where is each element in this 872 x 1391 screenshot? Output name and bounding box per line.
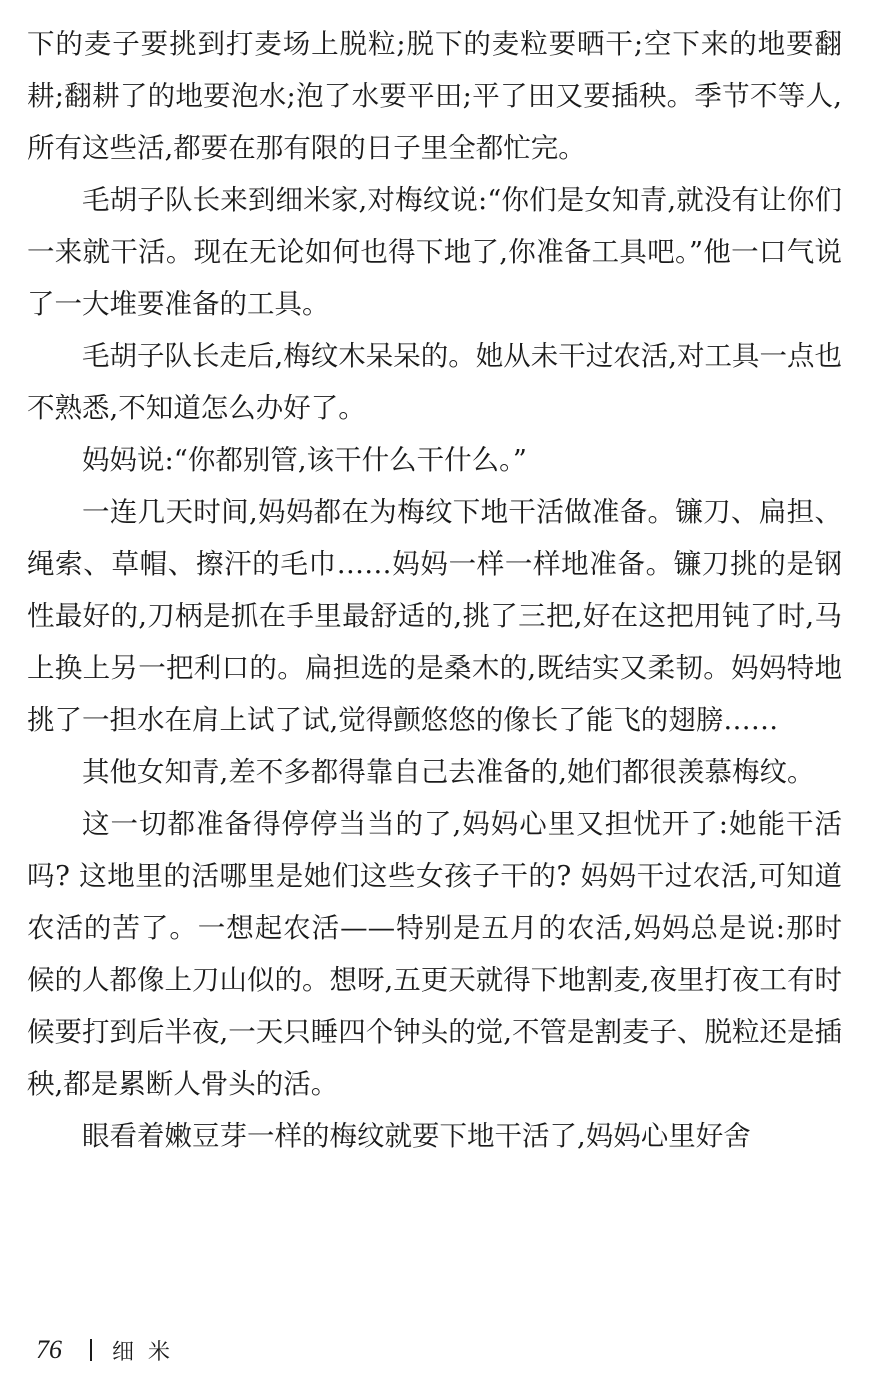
paragraph-2: 毛胡子队长来到细米家,对梅纹说:“你们是女知青,就没有让你们一来就干活。现在无论如何也得下地了,你准备工具吧。”他一口气说了一大堆要准备的工具。 xyxy=(27,184,842,320)
paragraph-5: 一连几天时间,妈妈都在为梅纹下地干活做准备。镰刀、扁担、绳索、草帽、擦汗的毛巾……妈妈一样一样地准备。镰刀挑的是钢性最好的,刀柄是抓在手里最舒适的,挑了三把,好在这把用钝了时,马上换上另一把利口的。扁担选的是桑木的,既结实又柔韧。妈妈特地挑了一担水在肩上试了试,觉得颤悠悠的像长了能飞的翅膀…… xyxy=(27,496,842,736)
paragraph-4: 妈妈说:“你都别管,该干什么干什么。” xyxy=(82,444,527,476)
footer-divider xyxy=(90,1339,92,1361)
paragraph-3: 毛胡子队长走后,梅纹木呆呆的。她从未干过农活,对工具一点也不熟悉,不知道怎么办好了。 xyxy=(27,340,842,424)
paragraph-1: 下的麦子要挑到打麦场上脱粒;脱下的麦粒要晒干;空下来的地要翻耕;翻耕了的地要泡水;泡了水要平田;平了田又要插秧。季节不等人,所有这些活,都要在那有限的日子里全都忙完。 xyxy=(27,28,842,164)
paragraph-8: 眼看着嫩豆芽一样的梅纹就要下地干活了,妈妈心里好舍 xyxy=(82,1120,751,1152)
paragraph-6: 其他女知青,差不多都得靠自己去准备的,她们都很羡慕梅纹。 xyxy=(82,756,815,788)
page-number: 76 xyxy=(36,1335,62,1364)
page-footer xyxy=(36,1332,184,1368)
book-title: 细米 xyxy=(112,1339,185,1365)
paragraph-7: 这一切都准备得停停当当的了,妈妈心里又担忧开了:她能干活吗? 这地里的活哪里是她们这些女孩子干的? 妈妈干过农活,可知道农活的苦了。一想起农活——特别是五月的农活,妈妈总是说:那时候的人都像上刀山似的。想呀,五更天就得下地割麦,夜里打夜工有时候要打到后半夜,一天只睡四个钟头的觉,不管是割麦子、脱粒还是插秧,都是累断人骨头的活。 xyxy=(27,808,842,1100)
page-body xyxy=(27,18,842,1162)
